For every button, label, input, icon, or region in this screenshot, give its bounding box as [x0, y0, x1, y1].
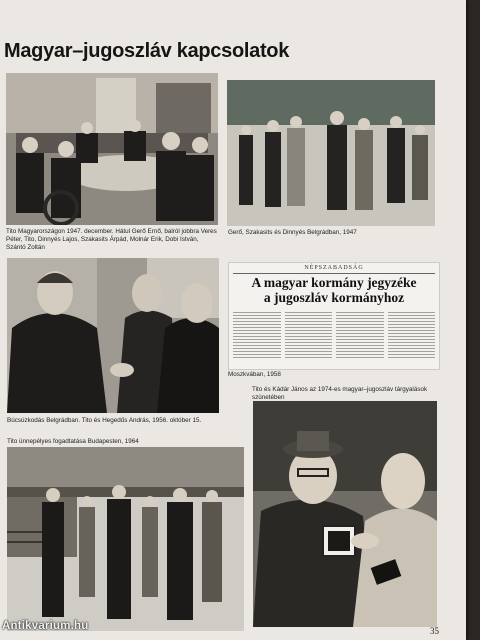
clipping-headline-line1: A magyar kormány jegyzéke	[251, 275, 417, 290]
caption-reception-1964: Tito ünnepélyes fogadtatása Budapesten, 1964	[7, 438, 139, 445]
page-title: Magyar–jugoszláv kapcsolatok	[4, 40, 290, 62]
photo-farewell-1956	[7, 258, 219, 413]
photo-belgrade-1947	[227, 80, 435, 226]
clipping-headline-line2: a jugoszláv kormányhoz	[263, 290, 405, 305]
photo-tito-kadar-1974	[253, 401, 437, 627]
caption-tito-kadar-1974: Tito és Kádár János az 1974-es magyar–jugoszláv tárgyalások szünetében	[252, 386, 428, 401]
page-number: 35	[430, 626, 439, 636]
caption-farewell-1956: Búcsúzkodás Belgrádban. Tito és Hegedűs András, 1956. október 15.	[7, 417, 202, 424]
photo-reception-1964	[7, 447, 244, 631]
clipping-headline	[233, 275, 435, 305]
clipping-masthead: NÉPSZABADSÁG	[304, 265, 364, 271]
caption-clipping: Moszkvában, 1958	[228, 371, 281, 378]
caption-meeting-1947: Tito Magyarországon 1947. december. Hátul Gerő Ernő, balról jobbra Veres Péter, Tito, Dinnyés Lajos, Szakasits Árpád, Molnár Erik, Dobi István, Szántó Zoltán	[6, 228, 217, 251]
newspaper-clipping	[228, 262, 440, 370]
photo-meeting-1947	[6, 73, 218, 225]
clipping-rule	[233, 273, 435, 274]
site-watermark: Antikvarium.hu	[2, 620, 89, 632]
clipping-text-columns	[233, 310, 435, 360]
caption-belgrade-1947: Gerő, Szakasits és Dinnyés Belgrádban, 1947	[228, 229, 357, 236]
